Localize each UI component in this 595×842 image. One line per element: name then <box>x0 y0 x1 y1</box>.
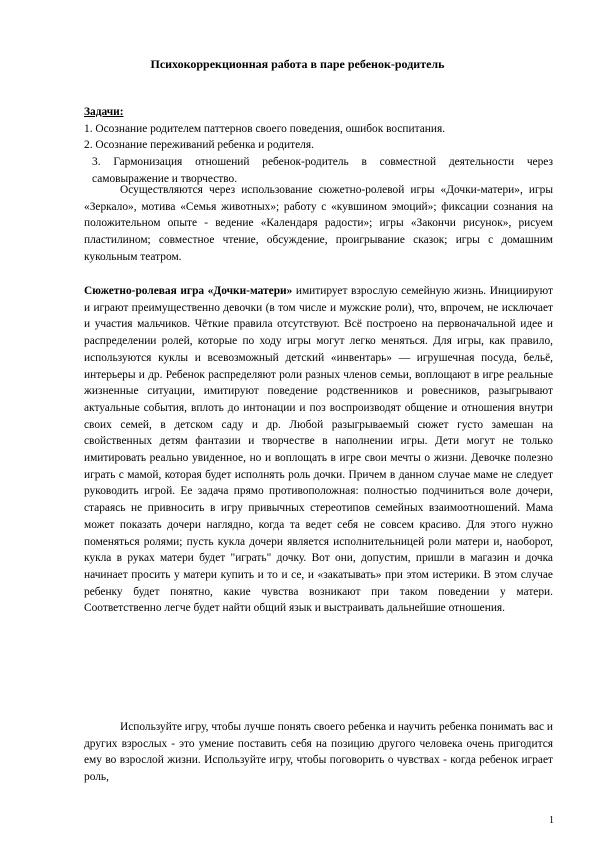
game-text: имитирует взрослую семейную жизнь. Инициируют и играют преимущественно девочки (в том числе и мужские роли), что, впрочем, не исключает и участия мальчиков. Чёткие правила отсутствуют. Всё построено на первоначальной идее и распределении ролей, которые по ходу игры могут легко меняться. Для игры, как правило, используются куклы и всевозможный детский «инвентарь» — игрушечная посуда, бельё, интерьеры и др. Ребенок распределяют роли разных членов семьи, воплощают в игре реальные жизненные ситуации, имитируют поведение родственников и ровесников, разыгрывают актуальные события, вплоть до интонации и поз воспроизводят общение и отношения внутри своих семей, в детском саду и др. Любой разыгрываемый сюжет густо замешан на свойственных детям фантазии и творчестве в наполнении игры. Дети могут не только имитировать реально увиденное, но и воплощать в игре свои мечты о жизни. Девочке полезно играть с мамой, которая будет исполнять роль дочки. Причем в данном случае маме не следует руководить игрой. Ее задача прямо противоположная: полностью подчиниться воле дочери, стараясь не привносить в игру привычных стереотипов семейных взаимоотношений. Мама может показать дочери наглядно, когда та ведет себя не совсем красиво. Для этого нужно поменяться ролями; пусть кукла дочери является исполнительницей роли матери и, наоборот, кукла в руках матери будет "играть" дочку. Вот они, допустим, пришли в магазин и дочка начинает просить у матери купить и то и се, и «закатывать» при этом истерики. В этом случае ребенку будет понятно, какие чувства возникают при таком поведении у матери. Соответственно легче будет найти общий язык и выстраивать дальнейшие отношения. <box>84 285 553 615</box>
game-paragraph <box>84 283 553 617</box>
task-item-1: 1. Осознание родителем паттернов своего поведения, ошибок воспитания. <box>84 122 446 135</box>
tasks-heading: Задачи: <box>84 106 124 118</box>
use-paragraph: Используйте игру, чтобы лучше понять своего ребенка и научить ребенка понимать вас и других взрослых - это умение поставить себя на позицию другого человека очень пригодится ему во взрослой жизни. Используйте игру, чтобы поговорить о чувствах - когда ребенок играет роль, <box>84 721 553 784</box>
task-item-3: 3. Гармонизация отношений ребенок-родитель в совместной деятельности через самовыражение и творчество. <box>92 156 553 185</box>
page-title: Психокоррекционная работа в паре ребенок-родитель <box>150 57 445 71</box>
methods-paragraph: Осуществляются через использование сюжетно-ролевой игры «Дочки-матери», игры «Зеркало», мотива «Семья животных»; работу с «кувшином эмоций»; фиксации сознания на положительном опыте - ведение «Календаря радости»; игры «Закончи рисунок», рисуем пластилином; совместное чтение, обсуждение, проигрывание сказок; игры с домашним кукольным театром. <box>84 184 553 263</box>
tasks-section <box>84 104 553 188</box>
game-lead: Сюжетно-ролевая игра «Дочки-матери» <box>84 285 293 297</box>
task-item-2: 2. Осознание переживаний ребенка и родителя. <box>84 139 314 152</box>
page-number: 1 <box>549 815 554 826</box>
